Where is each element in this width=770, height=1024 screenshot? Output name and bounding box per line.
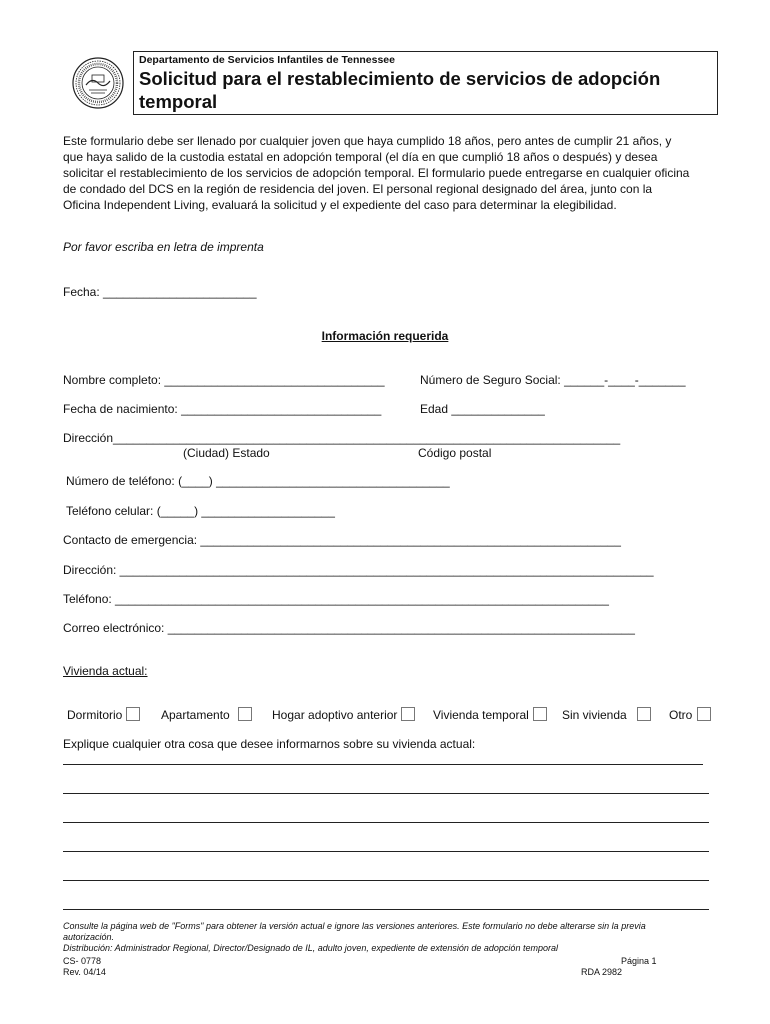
housing-option-label: Vivienda temporal (433, 708, 529, 722)
emergency-address-field[interactable]: Dirección: ________________________________________________________________________________ (63, 563, 654, 577)
form-title-line2: temporal (139, 91, 218, 112)
rda-number: RDA 2982 (581, 967, 623, 977)
form-number: CS- 0778 (63, 956, 102, 966)
zip-label: Código postal (418, 446, 492, 460)
emergency-phone-field[interactable]: Teléfono: __________________________________________________________________________ (63, 592, 609, 606)
print-note: Por favor escriba en letra de imprenta (63, 240, 264, 254)
explain-line[interactable] (63, 880, 709, 881)
form-title-line1: Solicitud para el restablecimiento de servicios de adopción (139, 68, 661, 89)
age-field[interactable]: Edad ______________ (420, 402, 545, 416)
dob-field[interactable]: Fecha de nacimiento: ______________________________ (63, 402, 382, 416)
explain-line[interactable] (63, 851, 709, 852)
housing-option-label: Otro (669, 708, 693, 722)
explain-line[interactable] (63, 822, 709, 823)
housing-option-label: Dormitorio (67, 708, 123, 722)
housing-option-temporal[interactable] (433, 707, 547, 722)
full-name-field[interactable]: Nombre completo: _________________________________ (63, 373, 385, 387)
intro-line: Este formulario debe ser llenado por cualquier joven que haya cumplido 18 años, pero antes de cumplir 21 años, y (63, 134, 672, 148)
address-field[interactable]: Dirección____________________________________________________________________________ (63, 431, 621, 445)
intro-paragraph (63, 133, 728, 213)
apartamento-checkbox[interactable] (238, 707, 252, 721)
intro-line: solicitar el restablecimiento de los servicios de adopción temporal. El formulario puede entregarse en cualquier oficina (63, 166, 690, 180)
housing-option-label: Apartamento (161, 708, 230, 722)
housing-option-sin-vivienda[interactable] (562, 707, 651, 722)
housing-option-label: Sin vivienda (562, 708, 627, 722)
emergency-contact-field[interactable]: Contacto de emergencia: _______________________________________________________________ (63, 533, 621, 547)
explain-line[interactable] (63, 909, 709, 910)
cell-field[interactable]: Teléfono celular: (_____) ____________________ (66, 504, 335, 518)
explain-label: Explique cualquier otra cosa que desee informarnos sobre su vivienda actual: (63, 737, 476, 751)
explain-line[interactable] (63, 764, 703, 765)
housing-option-apartamento[interactable] (161, 707, 252, 722)
tennessee-state-seal (72, 57, 124, 109)
revision-date: Rev. 04/14 (63, 967, 106, 977)
intro-line: Oficina Independent Living, evaluará la solicitud y el expediente del caso para determinar la elegibilidad. (63, 198, 617, 212)
form-title (139, 67, 714, 113)
section-title: Información requerida (321, 329, 449, 343)
city-state-label: (Ciudad) Estado (183, 446, 270, 460)
footer-note (63, 921, 713, 954)
date-field[interactable]: Fecha: _______________________ (63, 285, 257, 299)
housing-option-dormitorio[interactable] (67, 707, 140, 722)
explain-line[interactable] (63, 793, 709, 794)
otro-checkbox[interactable] (697, 707, 711, 721)
intro-line: de condado del DCS en la región de residencia del joven. El personal regional designado del área, junto con la (63, 182, 653, 196)
phone-field[interactable]: Número de teléfono: (____) ___________________________________ (66, 474, 450, 488)
email-field[interactable]: Correo electrónico: ______________________________________________________________________ (63, 621, 635, 635)
housing-heading: Vivienda actual: (63, 664, 148, 678)
vivienda-temporal-checkbox[interactable] (533, 707, 547, 721)
housing-option-hogar[interactable] (272, 707, 415, 722)
footer-distribution: Distribución: Administrador Regional, Director/Designado de IL, adulto joven, expediente de extensión de adopción temporal (63, 943, 558, 953)
footer-note-line: Consulte la página web de "Forms" para obtener la versión actual e ignore las versiones anteriores. Este formulario no debe alterarse sin la previa (63, 921, 646, 931)
page-number: Página 1 (621, 956, 657, 966)
intro-line: que haya salido de la custodia estatal en adopción temporal (el día en que cumplió 18 años o después) y desea (63, 150, 658, 164)
footer-note-line: autorización. (63, 932, 115, 942)
sin-vivienda-checkbox[interactable] (637, 707, 651, 721)
dormitorio-checkbox[interactable] (126, 707, 140, 721)
hogar-adoptivo-checkbox[interactable] (401, 707, 415, 721)
housing-option-otro[interactable] (669, 707, 711, 722)
department-name: Departamento de Servicios Infantiles de Tennessee (139, 54, 395, 66)
housing-option-label: Hogar adoptivo anterior (272, 708, 398, 722)
ssn-field[interactable]: Número de Seguro Social: ______-____-_______ (420, 373, 686, 387)
